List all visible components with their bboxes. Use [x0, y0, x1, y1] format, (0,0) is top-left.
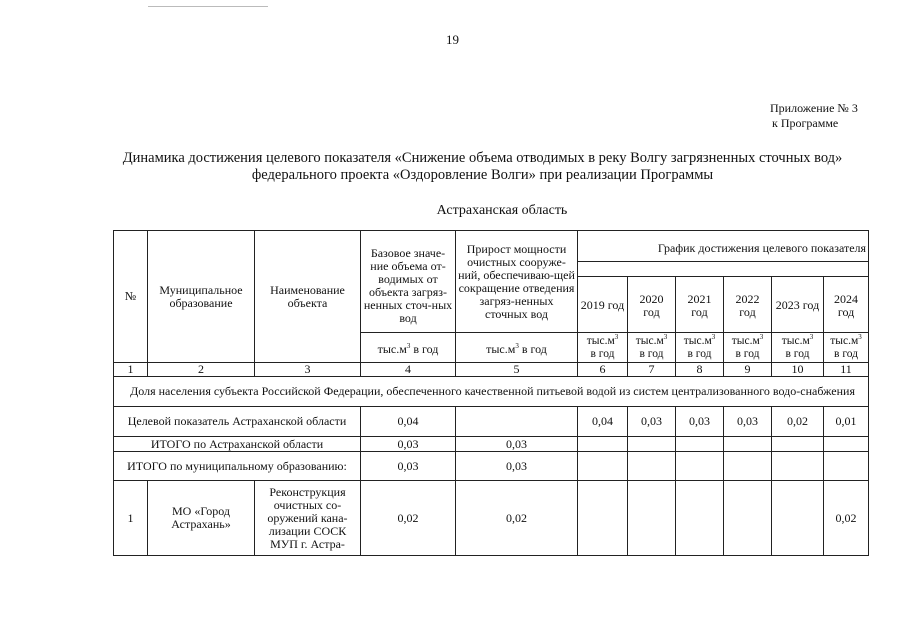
title-line-1: Динамика достижения целевого показателя «Снижение объема отводимых в реку Волгу загрязненных сточных вод» [122, 150, 843, 166]
unit-growth: $тыс.м^3$ в год [456, 333, 578, 363]
item-row-base: 0,02 [361, 481, 456, 556]
empty-cell [772, 437, 824, 452]
target-row-2020: 0,03 [628, 407, 676, 437]
item-row-no: 1 [114, 481, 148, 556]
column-number: 1 [114, 363, 148, 377]
column-number: 2 [148, 363, 255, 377]
header-year-2019: 2019 год [578, 277, 628, 333]
item-row-object: Реконструкция очистных со-оружений кана-лизации СОСК МУП г. Астра- [255, 481, 361, 556]
column-number: 9 [724, 363, 772, 377]
item-row-municipality: МО «Город Астрахань» [148, 481, 255, 556]
header-object: Наименование объекта [255, 231, 361, 363]
appendix-line-1: Приложение № 3 [770, 101, 858, 115]
column-number: 10 [772, 363, 824, 377]
unit-year-2024: $тыс.м^3$ в год [824, 333, 869, 363]
empty-cell [724, 452, 772, 481]
column-number: 5 [456, 363, 578, 377]
region-heading: Астраханская область [436, 203, 568, 218]
column-number: 8 [676, 363, 724, 377]
target-row-label: Целевой показатель Астраханской области [114, 407, 361, 437]
header-schedule: График достижения целевого показателя [578, 231, 869, 262]
item-row-2020 [628, 481, 676, 556]
empty-cell [824, 437, 869, 452]
unit-year-2020: $тыс.м^3$ в год [628, 333, 676, 363]
unit-year-2019: $тыс.м^3$ в год [578, 333, 628, 363]
target-indicator-table [113, 230, 869, 556]
item-row-2023 [772, 481, 824, 556]
empty-cell [676, 452, 724, 481]
page-number: 19 [446, 32, 459, 47]
empty-cell [578, 452, 628, 481]
unit-year-2023: $тыс.м^3$ в год [772, 333, 824, 363]
section-title: Доля населения субъекта Российской Федерации, обеспеченного качественной питьевой водой из систем централизованного водо-снабжения [114, 377, 869, 407]
total-municipal-label: ИТОГО по муниципальному образованию: [114, 452, 361, 481]
total-municipal-base: 0,03 [361, 452, 456, 481]
empty-cell [628, 437, 676, 452]
header-year-2022: 2022 год [724, 277, 772, 333]
header-year-2023: 2023 год [772, 277, 824, 333]
total-municipal-growth: 0,03 [456, 452, 578, 481]
header-municipality: Муниципальное образование [148, 231, 255, 363]
empty-cell [824, 452, 869, 481]
item-row-2022 [724, 481, 772, 556]
target-row-2023: 0,02 [772, 407, 824, 437]
appendix-line-2: к Программе [772, 116, 839, 130]
target-row-2019: 0,04 [578, 407, 628, 437]
target-row-base: 0,04 [361, 407, 456, 437]
title-line-2: федерального проекта «Оздоровление Волги» при реализации Программы [251, 167, 714, 183]
item-row-2019 [578, 481, 628, 556]
item-row-2024: 0,02 [824, 481, 869, 556]
target-row-2022: 0,03 [724, 407, 772, 437]
header-no: № [114, 231, 148, 363]
scan-artifact-line [148, 6, 268, 7]
header-capacity-growth: Прирост мощности очистных сооруже-ний, обеспечиваю-щей сокращение отведения загряз-ненных сточных вод [456, 231, 578, 333]
header-schedule-spacer [578, 262, 869, 277]
unit-base: $тыс.м^3$ в год [361, 333, 456, 363]
unit-year-2021: $тыс.м^3$ в год [676, 333, 724, 363]
total-region-base: 0,03 [361, 437, 456, 452]
empty-cell [676, 437, 724, 452]
column-number: 7 [628, 363, 676, 377]
item-row-2021 [676, 481, 724, 556]
target-row-2024: 0,01 [824, 407, 869, 437]
header-base-volume: Базовое значе-ние объема от-водимых от объекта загряз-ненных сточ-ных вод [361, 231, 456, 333]
empty-cell [724, 437, 772, 452]
target-row-growth [456, 407, 578, 437]
column-number: 4 [361, 363, 456, 377]
empty-cell [628, 452, 676, 481]
appendix-label [770, 101, 858, 131]
header-year-2020: 2020 год [628, 277, 676, 333]
column-number: 11 [824, 363, 869, 377]
unit-year-2022: $тыс.м^3$ в год [724, 333, 772, 363]
header-year-2024: 2024 год [824, 277, 869, 333]
item-row-growth: 0,02 [456, 481, 578, 556]
total-region-growth: 0,03 [456, 437, 578, 452]
column-number: 6 [578, 363, 628, 377]
empty-cell [772, 452, 824, 481]
document-title [60, 150, 905, 184]
total-region-label: ИТОГО по Астраханской области [114, 437, 361, 452]
header-year-2021: 2021 год [676, 277, 724, 333]
target-row-2021: 0,03 [676, 407, 724, 437]
column-number: 3 [255, 363, 361, 377]
empty-cell [578, 437, 628, 452]
